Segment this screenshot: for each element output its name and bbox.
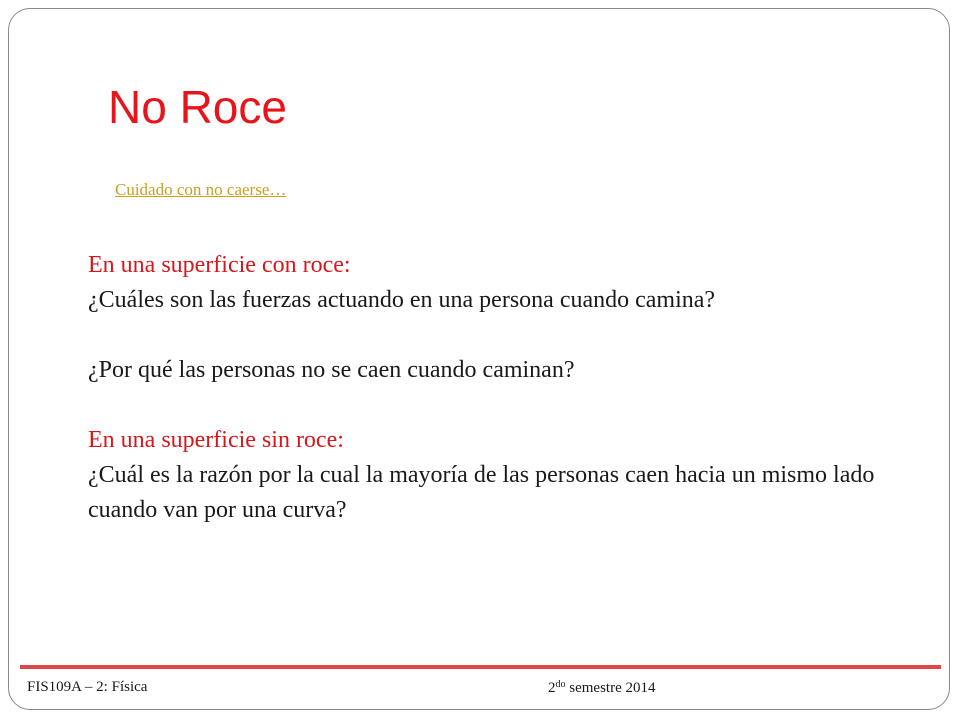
spacer [88, 318, 888, 353]
semester-number: 2 [548, 680, 556, 696]
spacer [88, 388, 888, 423]
footer-course: FIS109A – 2: Física [27, 679, 148, 695]
semester-text: semestre 2014 [565, 680, 656, 696]
question-why-not-fall: ¿Por qué las personas no se caen cuando caminan? [88, 357, 575, 383]
video-link[interactable]: Cuidado con no caerse… [115, 180, 287, 199]
semester-ordinal: do [555, 679, 566, 690]
question-forces-walking: ¿Cuáles son las fuerzas actuando en una persona cuando camina? [88, 287, 716, 313]
footer-divider [20, 665, 941, 669]
slide-title: No Roce [108, 81, 287, 133]
section-heading-without-friction: En una superficie sin roce: [88, 427, 344, 453]
section-heading-with-friction: En una superficie con roce: [88, 252, 351, 278]
question-curve-fall: ¿Cuál es la razón por la cual la mayoría de las personas caen hacia un mismo lado cuando van por una curva? [88, 462, 875, 523]
footer-semester [548, 679, 655, 697]
slide-body [88, 248, 888, 528]
